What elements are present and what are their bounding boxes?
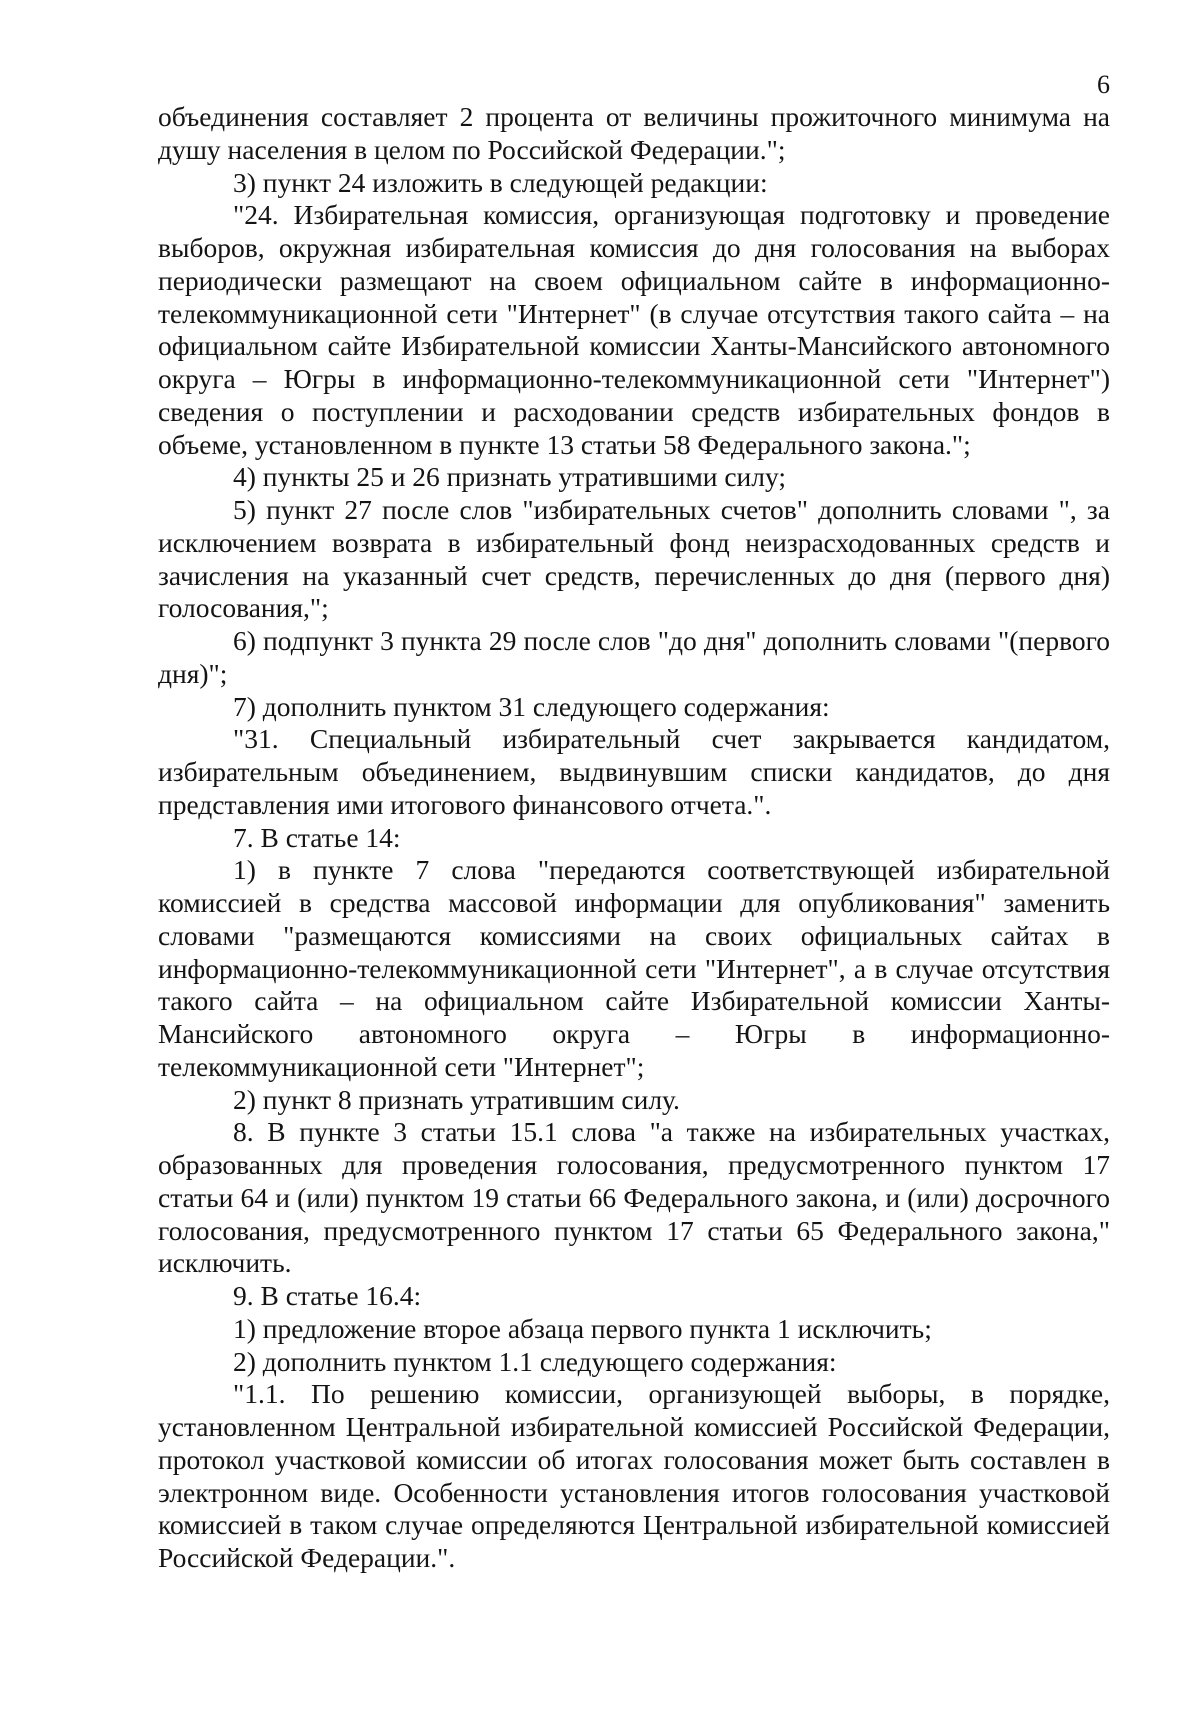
paragraph-section-7-item-1: 1) в пункте 7 слова "передаются соответствующей избирательной комиссией в средства массовой информации для опубликования" заменить словами "размещаются комиссиями на своих официальных сайтах в информационно-телекоммуникационной сети "Интернет", а в случае отсутствия такого сайта – на официальном сайте Избирательной комиссии Ханты-Мансийского автономного округа – Югры в информационно-телекоммуникационной сети "Интернет"; <box>158 854 1110 1082</box>
paragraph-item-7: 7) дополнить пунктом 31 следующего содержания: <box>233 690 830 722</box>
paragraph-section-9-item-1: 1) предложение второе абзаца первого пункта 1 исключить; <box>233 1312 932 1344</box>
paragraph-item-6: 6) подпункт 3 пункта 29 после слов "до дня" дополнить словами "(первого дня)"; <box>158 625 1110 689</box>
paragraph-item-3: 3) пункт 24 изложить в следующей редакции: <box>233 166 768 198</box>
paragraph-item-4: 4) пункты 25 и 26 признать утратившими силу; <box>233 461 786 493</box>
paragraph-section-7-item-2: 2) пункт 8 признать утратившим силу. <box>233 1083 680 1115</box>
paragraph-section-9: 9. В статье 16.4: <box>233 1280 422 1311</box>
page-number: 6 <box>1097 70 1110 99</box>
paragraph-section-8: 8. В пункте 3 статьи 15.1 слова "а также на избирательных участках, образованных для проведения голосования, предусмотренного пунктом 17 статьи 64 и (или) пунктом 19 статьи 66 Федерального закона, и (или) досрочного голосования, предусмотренного пунктом 17 статьи 65 Федерального закона," исключить. <box>158 1116 1110 1279</box>
paragraph-continuation: объединения составляет 2 процента от величины прожиточного минимума на душу населения в целом по Российской Федерации."; <box>158 101 1110 165</box>
paragraph-item-5: 5) пункт 27 после слов "избирательных счетов" дополнить словами ", за исключением возврата в избирательный фонд неизрасходованных средств и зачисления на указанный счет средств, перечисленных до дня (первого дня) голосования,"; <box>158 494 1110 624</box>
paragraph-section-9-item-2: 2) дополнить пунктом 1.1 следующего содержания: <box>233 1345 837 1377</box>
document-body <box>158 101 1110 1575</box>
paragraph-section-7: 7. В статье 14: <box>233 821 401 853</box>
paragraph-point-1-1: "1.1. По решению комиссии, организующей выборы, в порядке, установленном Центральной избирательной комиссией Российской Федерации, протокол участковой комиссии об итогах голосования может быть составлен в электронном виде. Особенности установления итогов голосования участковой комиссией в таком случае определяются Центральной избирательной комиссией Российской Федерации.". <box>158 1378 1110 1573</box>
paragraph-point-31: "31. Специальный избирательный счет закрывается кандидатом, избирательным объединением, выдвинувшим списки кандидатов, до дня представления ими итогового финансового отчета.". <box>158 723 1110 820</box>
paragraph-point-24: "24. Избирательная комиссия, организующая подготовку и проведение выборов, окружная избирательная комиссия до дня голосования на выборах периодически размещают на своем официальном сайте в информационно-телекоммуникационной сети "Интернет" (в случае отсутствия такого сайта – на официальном сайте Избирательной комиссии Ханты-Мансийского автономного округа – Югры в информационно-телекоммуникационной сети "Интернет") сведения о поступлении и расходовании средств избирательных фондов в объеме, установленном в пункте 13 статьи 58 Федерального закона."; <box>158 199 1110 460</box>
